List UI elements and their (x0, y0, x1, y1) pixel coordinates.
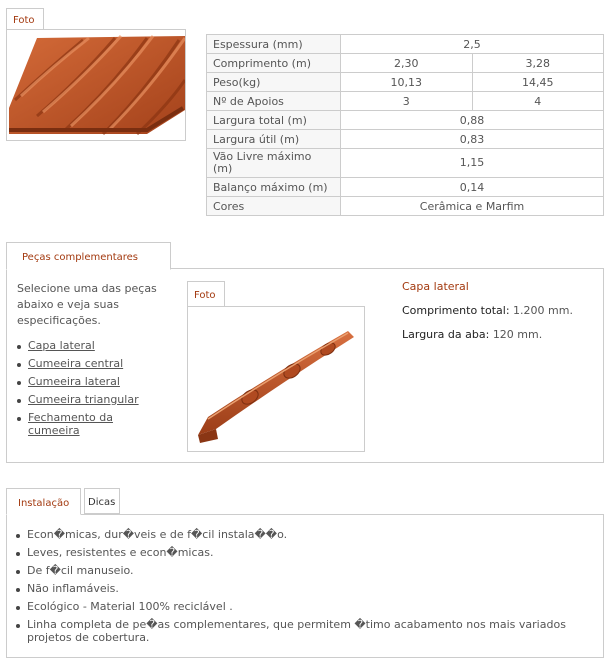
spec-label: Largura total (m) (207, 111, 341, 130)
photo-frame-complementar (187, 306, 365, 452)
table-row (207, 73, 604, 92)
roof-tile-image (7, 30, 185, 140)
tab-pecas-complementares[interactable]: Peças complementares (6, 242, 171, 270)
spec-value: 3 (341, 92, 473, 111)
table-row (207, 92, 604, 111)
list-item (16, 357, 166, 370)
photo-frame-top (6, 29, 186, 141)
spec-value: 14,45 (472, 73, 604, 92)
spec-table (206, 34, 604, 216)
link-cumeeira-triangular[interactable]: Cumeeira triangular (28, 393, 139, 406)
tab-foto-complementar[interactable]: Foto (187, 281, 225, 307)
spec-label: Vão Livre máximo (m) (207, 149, 341, 178)
detail-title: Capa lateral (402, 280, 469, 293)
spec-value: 1,15 (341, 149, 604, 178)
spec-value: 0,14 (341, 178, 604, 197)
list-item: Ecológico - Material 100% reciclável . (15, 600, 595, 613)
spec-value: 4 (472, 92, 604, 111)
comprimento-label: Comprimento total: (402, 304, 510, 317)
spec-value: 2,30 (341, 54, 473, 73)
list-item: Leves, resistentes e econ�micas. (15, 546, 595, 559)
tab-instalacao[interactable]: Instalação (6, 488, 81, 515)
spec-label: Comprimento (m) (207, 54, 341, 73)
spec-label: Cores (207, 197, 341, 216)
spec-value: 10,13 (341, 73, 473, 92)
table-row (207, 111, 604, 130)
tab-foto-top[interactable]: Foto (6, 8, 44, 30)
complementares-link-list (16, 339, 166, 437)
spec-value: 0,88 (341, 111, 604, 130)
list-item: Não inflamáveis. (15, 582, 595, 595)
spec-value: 3,28 (472, 54, 604, 73)
spec-label: Largura útil (m) (207, 130, 341, 149)
link-cumeeira-central[interactable]: Cumeeira central (28, 357, 124, 370)
spec-value: 0,83 (341, 130, 604, 149)
largura-label: Largura da aba: (402, 328, 490, 341)
spec-value: 2,5 (341, 35, 604, 54)
table-row (207, 130, 604, 149)
tab-dicas[interactable]: Dicas (84, 488, 120, 514)
list-item: De f�cil manuseio. (15, 564, 595, 577)
table-row (207, 178, 604, 197)
detail-comprimento (402, 304, 573, 317)
link-capa-lateral[interactable]: Capa lateral (28, 339, 95, 352)
table-row (207, 54, 604, 73)
largura-value: 120 mm. (492, 328, 543, 341)
list-item (16, 375, 166, 388)
comprimento-value: 1.200 mm. (513, 304, 573, 317)
capa-lateral-image (188, 307, 364, 451)
spec-label: Espessura (mm) (207, 35, 341, 54)
spec-label: Nº de Apoios (207, 92, 341, 111)
table-row (207, 35, 604, 54)
list-item (16, 393, 166, 406)
table-row (207, 197, 604, 216)
link-cumeeira-lateral[interactable]: Cumeeira lateral (28, 375, 120, 388)
link-fechamento-cumeeira[interactable]: Fechamento da cumeeira (28, 411, 113, 437)
list-item (16, 411, 138, 437)
list-item: Linha completa de pe�as complementares, que permitem �timo acabamento nos mais variados projetos de cobertura. (15, 618, 592, 644)
spec-value: Cerâmica e Marfim (341, 197, 604, 216)
table-row (207, 149, 604, 178)
complementares-intro: Selecione uma das peças abaixo e veja suas especificações. (17, 282, 157, 327)
spec-label: Balanço máximo (m) (207, 178, 341, 197)
detail-largura (402, 328, 542, 341)
spec-label: Peso(kg) (207, 73, 341, 92)
list-item (16, 339, 166, 352)
instalacao-list (15, 528, 595, 644)
list-item: Econ�micas, dur�veis e de f�cil instala��o. (15, 528, 595, 541)
